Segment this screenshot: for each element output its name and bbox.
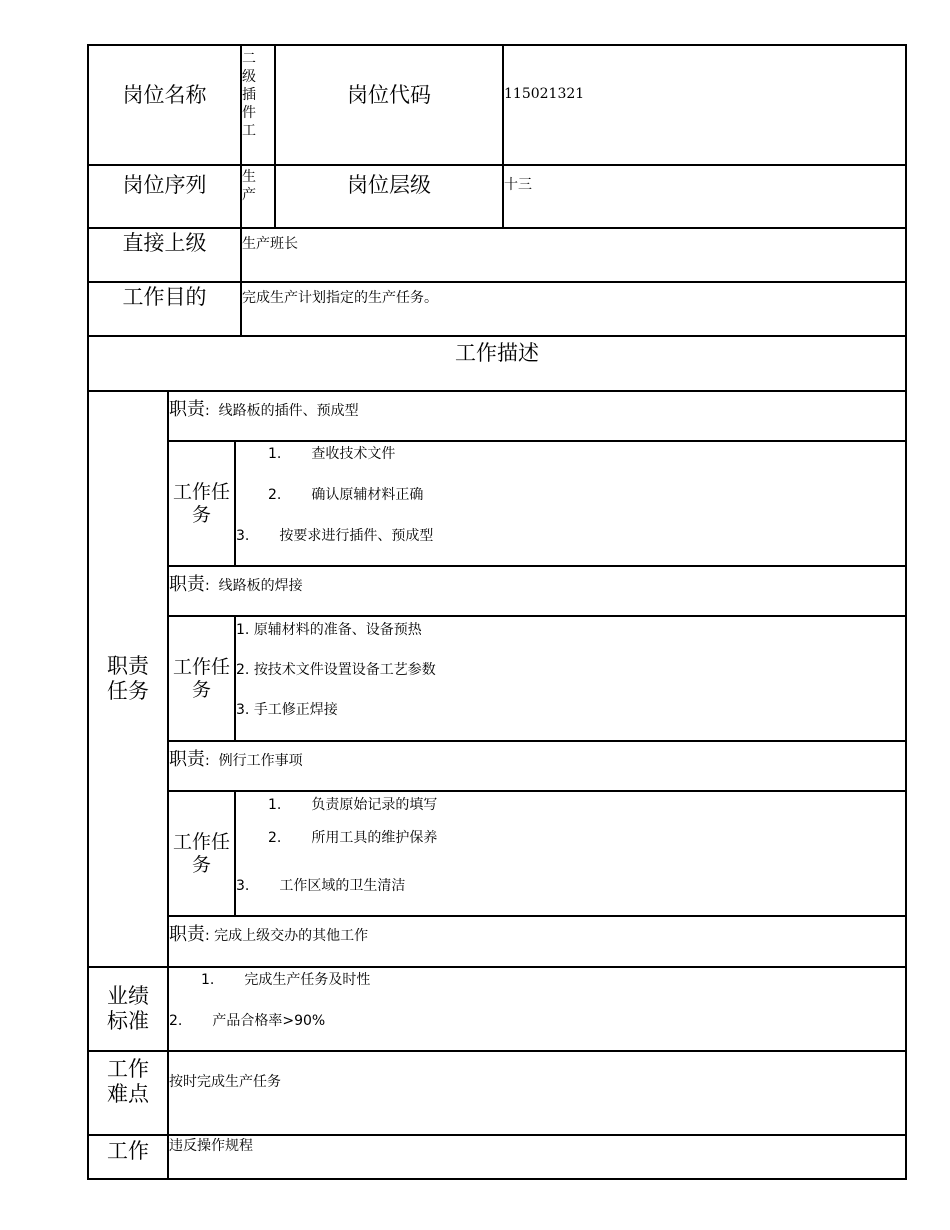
duty-row: 职责: 完成上级交办的其他工作	[169, 924, 369, 945]
task-item: 1. 负责原始记录的填写	[268, 797, 438, 813]
position-level-label: 岗位层级	[347, 173, 431, 198]
col-divider	[234, 790, 236, 916]
task-label: 工作任务	[172, 655, 230, 701]
duty-text: 线路板的插件、预成型	[218, 403, 359, 419]
duty-prefix: 职责	[169, 399, 205, 420]
row-divider	[167, 915, 907, 917]
performance-label: 业绩标准	[107, 983, 149, 1033]
task-item: 3. 手工修正焊接	[236, 702, 338, 718]
duty-row: 职责: 线路板的焊接	[169, 574, 303, 595]
row-divider	[87, 1050, 907, 1052]
duty-row: 职责: 线路板的插件、预成型	[169, 399, 359, 420]
position-name-value: 二级插件工	[242, 51, 256, 139]
duty-prefix: 职责	[169, 574, 205, 595]
position-level-value: 十三	[504, 177, 532, 193]
section-title: 工作描述	[455, 341, 539, 366]
col-divider	[502, 44, 504, 228]
duty-prefix: 职责	[169, 924, 205, 945]
duties-label: 职责任务	[107, 653, 149, 703]
row-divider	[167, 790, 907, 792]
duty-text: 线路板的焊接	[218, 578, 303, 594]
difficulty-label: 工作难点	[107, 1056, 149, 1106]
row-divider	[87, 1134, 907, 1136]
task-item: 1. 原辅材料的准备、设备预热	[236, 622, 422, 638]
position-code-label: 岗位代码	[347, 83, 431, 108]
table-border-bottom	[87, 1178, 907, 1180]
task-item: 1. 查收技术文件	[268, 446, 396, 462]
task-item: 3. 按要求进行插件、预成型	[236, 528, 434, 544]
row-divider	[167, 565, 907, 567]
row-divider	[87, 966, 907, 968]
duty-text: 完成上级交办的其他工作	[214, 928, 369, 944]
duty-text: 例行工作事项	[218, 753, 303, 769]
row-divider	[167, 440, 907, 442]
task-label: 工作任务	[172, 830, 230, 876]
row-divider	[87, 390, 907, 392]
position-name-label: 岗位名称	[122, 83, 207, 108]
performance-item: 1. 完成生产任务及时性	[201, 972, 371, 988]
performance-item: 2. 产品合格率>90%	[169, 1013, 326, 1029]
table-border-right	[905, 44, 907, 1180]
position-code-value: 115021321	[504, 86, 585, 102]
col-divider	[234, 440, 236, 566]
direct-superior-label: 直接上级	[122, 231, 207, 256]
row-divider	[167, 615, 907, 617]
last-row-value: 违反操作规程	[169, 1138, 253, 1154]
task-item: 2. 按技术文件设置设备工艺参数	[236, 662, 436, 678]
work-purpose-value: 完成生产计划指定的生产任务。	[242, 290, 438, 306]
task-item: 2. 所用工具的维护保养	[268, 830, 438, 846]
task-item: 2. 确认原辅材料正确	[268, 487, 424, 503]
task-label: 工作任务	[172, 480, 230, 526]
position-series-value: 生产	[242, 169, 256, 203]
direct-superior-value: 生产班长	[242, 236, 298, 252]
last-row-label: 工作	[107, 1139, 149, 1163]
difficulty-value: 按时完成生产任务	[169, 1074, 281, 1090]
duty-prefix: 职责	[169, 749, 205, 770]
row-divider	[167, 740, 907, 742]
task-item: 3. 工作区域的卫生清洁	[236, 878, 406, 894]
work-purpose-label: 工作目的	[122, 285, 207, 310]
position-series-label: 岗位序列	[122, 173, 207, 198]
duty-row: 职责: 例行工作事项	[169, 749, 303, 770]
